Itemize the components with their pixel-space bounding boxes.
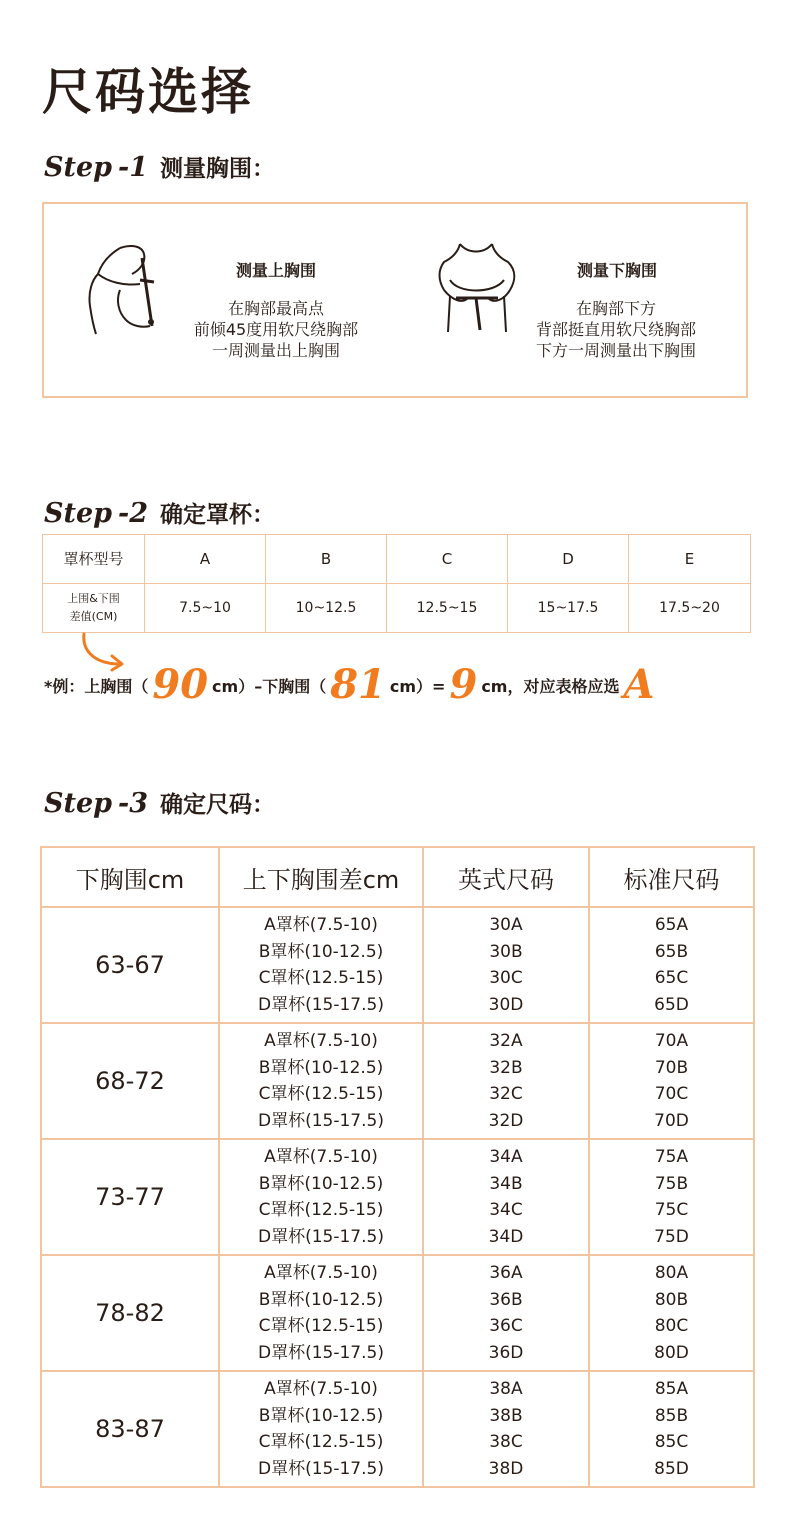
standard-size-value: 80B	[654, 1289, 689, 1310]
uk-size-value: 36D	[488, 1342, 524, 1363]
cup-letter: C	[387, 535, 508, 584]
under-bust-caption: 测量下胸围	[576, 261, 657, 280]
cup-diff-value: B罩杯(10-12.5)	[258, 1057, 384, 1078]
diff-label	[43, 584, 145, 633]
cup-diff-value: C罩杯(12.5-15)	[258, 1200, 384, 1220]
desc-line: 前倾45度用软尺绕胸部	[193, 320, 359, 339]
under-bust-range: 63-67	[41, 907, 219, 1023]
cup-diff-value: C罩杯(12.5-15)	[258, 968, 384, 988]
standard-size-value: 75C	[654, 1200, 689, 1220]
cup-diff-value: C罩杯(12.5-15)	[258, 1316, 384, 1336]
cup-table-header-row	[43, 535, 751, 584]
step1-heading	[44, 150, 275, 183]
uk-size-cell	[423, 1023, 589, 1139]
cup-range: 15~17.5	[508, 584, 629, 633]
under-bust-range: 83-87	[41, 1371, 219, 1487]
uk-size-value: 32C	[489, 1084, 523, 1104]
example-prefix: *例：上胸围（	[44, 676, 149, 696]
cup-diff-value: B罩杯(10-12.5)	[258, 1405, 384, 1426]
uk-size-value: 36B	[489, 1289, 523, 1310]
step3-title: 确定尺码：	[160, 792, 276, 818]
standard-size-value: 65C	[654, 968, 689, 988]
size-table-row	[41, 1371, 754, 1487]
cup-table	[42, 534, 751, 633]
cup-letter: A	[145, 535, 266, 584]
uk-size-value: 34D	[488, 1226, 524, 1247]
cup-table-range-row	[43, 584, 751, 633]
cup-diff-value: A罩杯(7.5-10)	[264, 915, 378, 935]
cup-range: 17.5~20	[629, 584, 751, 633]
cup-diff-cell	[219, 907, 423, 1023]
example-result: A	[623, 661, 655, 708]
uk-size-value: 30A	[489, 915, 523, 935]
size-table-row	[41, 907, 754, 1023]
standard-size-value: 65A	[654, 915, 689, 935]
cup-diff-value: B罩杯(10-12.5)	[258, 941, 384, 962]
standard-size-value: 85B	[654, 1405, 689, 1426]
standard-size-value: 70D	[654, 1110, 689, 1131]
cup-diff-value: D罩杯(15-17.5)	[258, 1342, 384, 1363]
under-bust-range: 68-72	[41, 1023, 219, 1139]
size-table-header: 英式尺码	[423, 847, 589, 907]
size-table-row	[41, 1139, 754, 1255]
standard-size-cell	[589, 1255, 754, 1371]
upper-bust-caption: 测量上胸围	[235, 261, 316, 280]
desc-line: 背部挺直用软尺绕胸部	[535, 320, 696, 339]
under-bust-description	[496, 298, 736, 361]
uk-size-value: 32D	[488, 1110, 524, 1131]
example-mid1: cm）–下胸围（	[212, 676, 327, 696]
cup-type-label: 罩杯型号	[43, 535, 145, 584]
standard-size-value: 85D	[654, 1458, 689, 1479]
uk-size-value: 32A	[489, 1031, 523, 1051]
size-table-row	[41, 1023, 754, 1139]
size-table-header: 上下胸围差cm	[219, 847, 423, 907]
uk-size-value: 30B	[489, 941, 523, 962]
standard-size-value: 85C	[654, 1432, 689, 1452]
cup-diff-value: D罩杯(15-17.5)	[258, 1226, 384, 1247]
upper-bust-description	[156, 298, 396, 361]
step1-word: Step	[44, 152, 113, 183]
diff-label-line: 上围&下围	[67, 592, 120, 605]
step2-title: 确定罩杯：	[160, 502, 276, 528]
size-table	[40, 846, 755, 1488]
cup-diff-value: B罩杯(10-12.5)	[258, 1173, 384, 1194]
step2-word: Step	[44, 498, 113, 529]
standard-size-value: 75A	[654, 1147, 689, 1167]
cup-range: 12.5~15	[387, 584, 508, 633]
uk-size-cell	[423, 1371, 589, 1487]
uk-size-cell	[423, 1255, 589, 1371]
example-lower-value: 81	[330, 661, 386, 708]
step2-number: -2	[118, 498, 149, 529]
uk-size-value: 36A	[489, 1263, 523, 1283]
example-mid2: cm）=	[389, 676, 446, 696]
cup-diff-cell	[219, 1023, 423, 1139]
step1-title: 测量胸围：	[160, 156, 276, 182]
standard-size-value: 85A	[654, 1379, 689, 1399]
standard-size-value: 75D	[654, 1226, 689, 1247]
cup-diff-value: C罩杯(12.5-15)	[258, 1432, 384, 1452]
cup-diff-value: D罩杯(15-17.5)	[258, 994, 384, 1015]
uk-size-value: 38B	[489, 1405, 523, 1426]
example-diff-value: 9	[449, 661, 478, 708]
cup-diff-value: D罩杯(15-17.5)	[258, 1110, 384, 1131]
cup-letter: B	[266, 535, 387, 584]
standard-size-cell	[589, 1023, 754, 1139]
step1-number: -1	[118, 152, 149, 183]
standard-size-value: 80A	[654, 1263, 689, 1283]
cup-range: 10~12.5	[266, 584, 387, 633]
size-table-row	[41, 1255, 754, 1371]
standard-size-value: 70B	[654, 1057, 689, 1078]
standard-size-cell	[589, 1371, 754, 1487]
desc-line: 在胸部下方	[575, 299, 656, 318]
standard-size-cell	[589, 907, 754, 1023]
cup-diff-value: D罩杯(15-17.5)	[258, 1458, 384, 1479]
step3-word: Step	[44, 788, 113, 819]
step3-heading	[44, 786, 275, 819]
cup-range: 7.5~10	[145, 584, 266, 633]
uk-size-cell	[423, 907, 589, 1023]
standard-size-value: 65D	[654, 994, 689, 1015]
step2-heading	[44, 496, 275, 529]
standard-size-cell	[589, 1139, 754, 1255]
cup-diff-value: A罩杯(7.5-10)	[264, 1379, 378, 1399]
cup-letter: D	[508, 535, 629, 584]
uk-size-value: 38D	[488, 1458, 524, 1479]
uk-size-value: 34C	[489, 1200, 523, 1220]
cup-letter: E	[629, 535, 751, 584]
uk-size-value: 34B	[489, 1173, 523, 1194]
cup-diff-cell	[219, 1255, 423, 1371]
size-table-header: 标准尺码	[589, 847, 754, 907]
cup-diff-value: B罩杯(10-12.5)	[258, 1289, 384, 1310]
standard-size-value: 70A	[654, 1031, 689, 1051]
size-table-header-row	[41, 847, 754, 907]
page-title: 尺码选择	[42, 63, 254, 121]
step3-number: -3	[118, 788, 149, 819]
example-suffix: cm，对应表格应选	[481, 676, 620, 696]
standard-size-value: 65B	[654, 941, 689, 962]
uk-size-value: 36C	[489, 1316, 523, 1336]
cup-diff-cell	[219, 1371, 423, 1487]
uk-size-value: 38A	[489, 1379, 523, 1399]
cup-diff-cell	[219, 1139, 423, 1255]
uk-size-cell	[423, 1139, 589, 1255]
uk-size-value: 34A	[489, 1147, 523, 1167]
example-sentence	[44, 660, 659, 710]
standard-size-value: 75B	[654, 1173, 689, 1194]
standard-size-value: 80C	[654, 1316, 689, 1336]
uk-size-value: 38C	[489, 1432, 523, 1452]
desc-line: 一周测量出上胸围	[211, 341, 340, 360]
standard-size-value: 80D	[654, 1342, 689, 1363]
cup-diff-value: C罩杯(12.5-15)	[258, 1084, 384, 1104]
diff-label-line: 差值(CM)	[69, 610, 118, 623]
cup-diff-value: A罩杯(7.5-10)	[264, 1263, 378, 1283]
uk-size-value: 32B	[489, 1057, 523, 1078]
cup-diff-value: A罩杯(7.5-10)	[264, 1147, 378, 1167]
desc-line: 在胸部最高点	[227, 299, 324, 318]
size-table-header: 下胸围cm	[41, 847, 219, 907]
under-bust-range: 73-77	[41, 1139, 219, 1255]
standard-size-value: 70C	[654, 1084, 689, 1104]
desc-line: 下方一周测量出下胸围	[535, 341, 696, 360]
cup-diff-value: A罩杯(7.5-10)	[264, 1031, 378, 1051]
under-bust-range: 78-82	[41, 1255, 219, 1371]
example-upper-value: 90	[152, 661, 209, 708]
uk-size-value: 30C	[489, 968, 523, 988]
uk-size-value: 30D	[488, 994, 524, 1015]
